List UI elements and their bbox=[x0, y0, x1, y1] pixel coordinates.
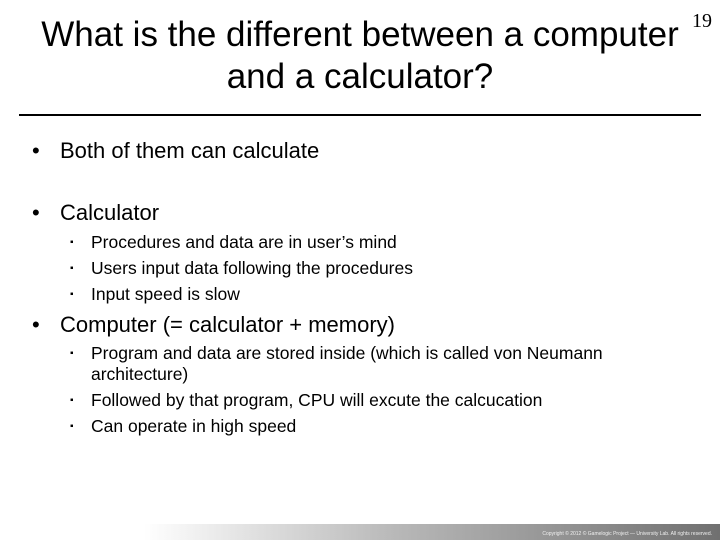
sub-bullet-item bbox=[70, 284, 690, 305]
bullet-computer bbox=[32, 312, 395, 338]
sub-bullet-item bbox=[70, 416, 690, 437]
sub-bullet-text: Users input data following the procedures bbox=[91, 258, 413, 278]
sub-bullet-item bbox=[70, 232, 690, 253]
sub-bullet-text: Program and data are stored inside (which is called von Neumann architecture) bbox=[91, 343, 603, 384]
bullet-icon: • bbox=[32, 200, 40, 225]
sub-bullet-icon: ▪ bbox=[70, 289, 74, 300]
bullet-icon: • bbox=[32, 312, 40, 337]
sub-bullet-icon: ▪ bbox=[70, 263, 74, 274]
sub-bullet-icon: ▪ bbox=[70, 421, 74, 432]
sub-bullet-icon: ▪ bbox=[70, 348, 74, 359]
footer-bar bbox=[0, 524, 720, 540]
bullet-text: Both of them can calculate bbox=[60, 138, 320, 163]
footer-copyright: Copyright © 2012 © Gamelogic Project — University Lab. All rights reserved. bbox=[542, 531, 712, 537]
sub-bullet-item bbox=[70, 258, 690, 279]
sub-bullet-icon: ▪ bbox=[70, 395, 74, 406]
sub-bullet-text: Input speed is slow bbox=[91, 284, 240, 304]
bullet-calculator bbox=[32, 200, 159, 226]
bullet-icon: • bbox=[32, 138, 40, 163]
sub-bullet-item bbox=[70, 390, 690, 411]
slide-number: 19 bbox=[692, 10, 712, 32]
slide-title bbox=[0, 14, 720, 98]
sub-bullet-item bbox=[70, 343, 680, 385]
bullet-both-calculate bbox=[32, 138, 319, 164]
sub-bullet-text: Followed by that program, CPU will excute the calcucation bbox=[91, 390, 543, 410]
bullet-text: Calculator bbox=[60, 200, 160, 225]
bullet-text: Computer (= calculator + memory) bbox=[60, 312, 395, 337]
slide-title-line-2: and a calculator? bbox=[226, 57, 494, 96]
sub-bullet-icon: ▪ bbox=[70, 237, 74, 248]
slide-title-line-1: What is the different between a computer bbox=[41, 15, 679, 54]
title-divider bbox=[19, 114, 701, 116]
sub-bullet-text: Can operate in high speed bbox=[91, 416, 297, 436]
sub-bullet-text: Procedures and data are in user’s mind bbox=[91, 232, 397, 252]
